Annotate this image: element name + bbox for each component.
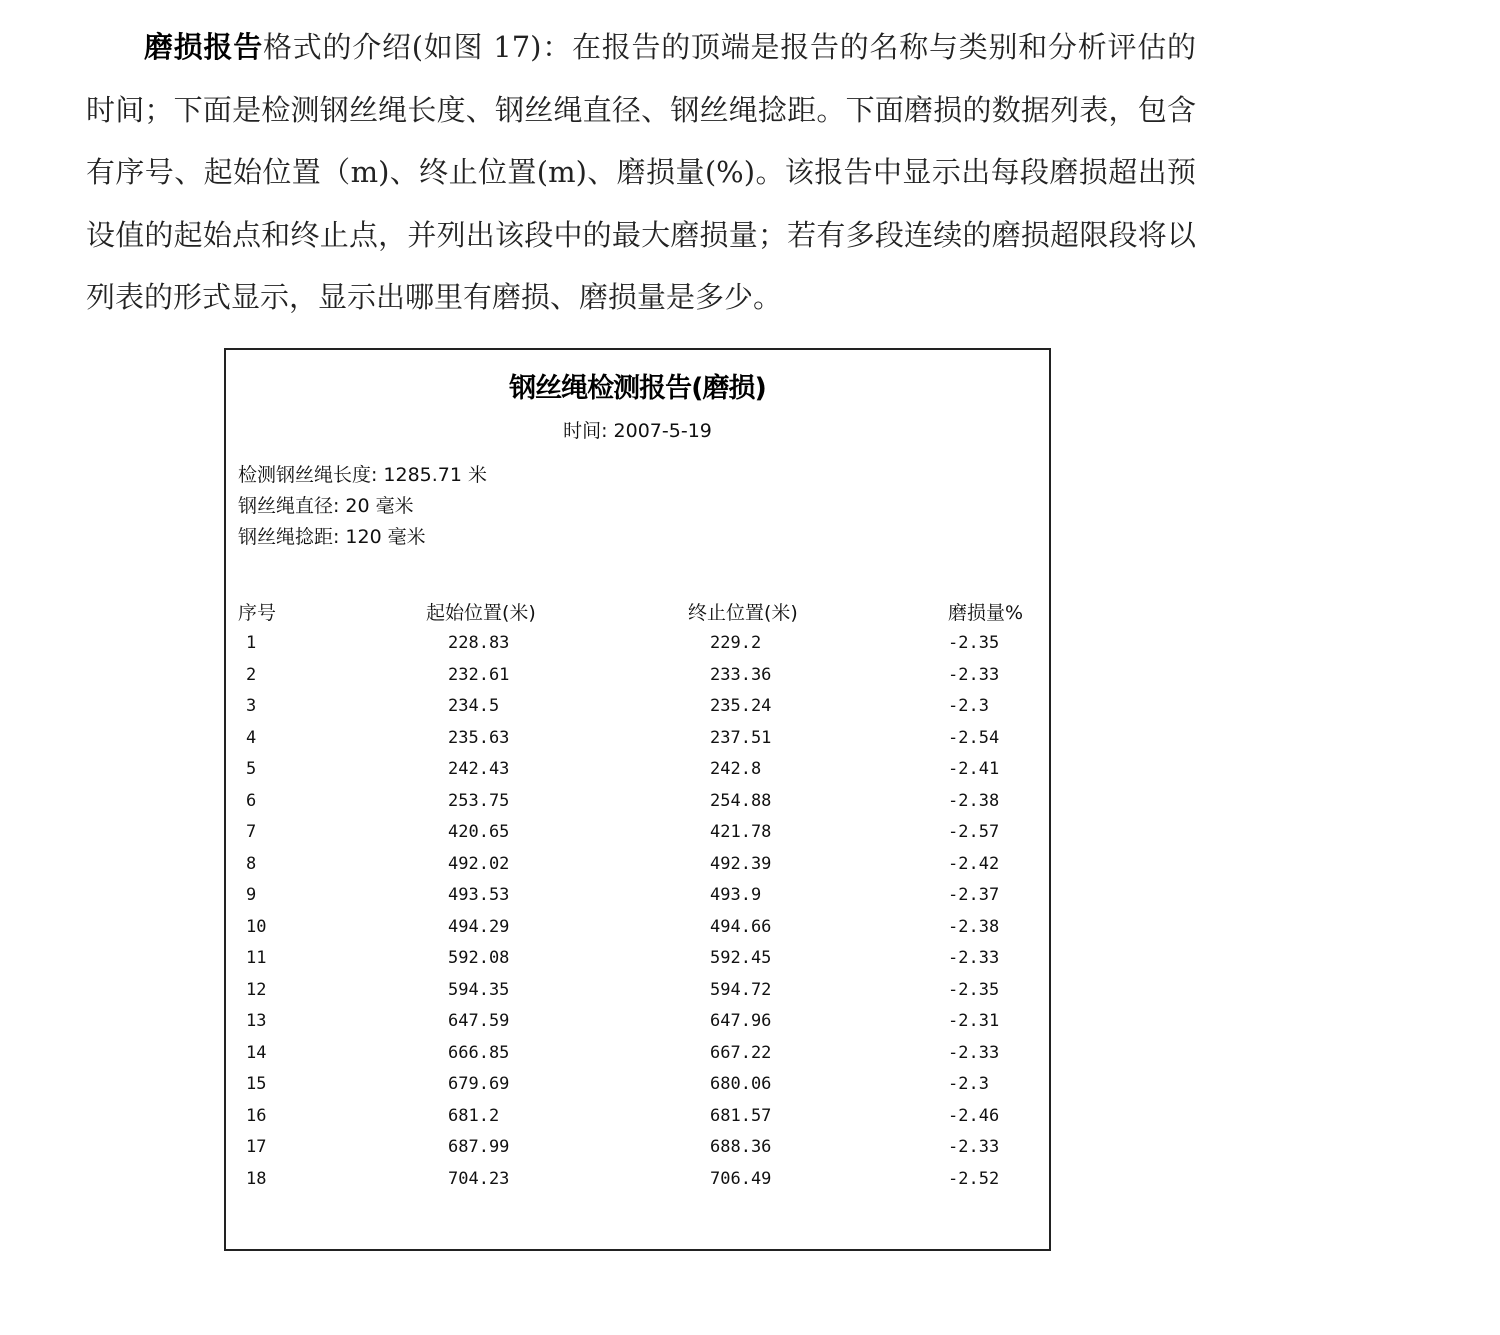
cell-no: 12 [246, 979, 267, 1000]
cell-no: 7 [246, 822, 257, 842]
cell-end: 647.96 [710, 1011, 772, 1031]
cell-loss: -2.38 [948, 790, 1000, 811]
table-row [226, 975, 1049, 1007]
header-end: 终止位置(米) [688, 602, 798, 624]
cell-start: 679.69 [448, 1074, 510, 1094]
table-row [226, 660, 1049, 692]
rope-length-unit: 米 [467, 464, 487, 486]
table-row [226, 1006, 1049, 1038]
cell-no: 5 [246, 759, 257, 779]
cell-no: 8 [246, 853, 257, 874]
cell-no: 18 [246, 1168, 267, 1189]
cell-start: 687.99 [448, 1137, 510, 1157]
cell-loss: -2.42 [948, 853, 1000, 874]
intro-bold-lead: 磨损报告 [144, 30, 263, 64]
cell-start: 232.61 [448, 664, 510, 685]
table-row [226, 723, 1049, 755]
header-loss: 磨损量% [948, 602, 1024, 624]
table-row [226, 786, 1049, 818]
rope-lay-unit: 毫米 [387, 526, 426, 548]
cell-loss: -2.57 [948, 822, 1000, 842]
cell-no: 16 [246, 1105, 267, 1126]
cell-start: 234.5 [448, 696, 500, 716]
cell-end: 235.24 [710, 696, 772, 716]
cell-loss: -2.38 [948, 916, 1000, 937]
rope-length-value: 1285.71 [383, 464, 462, 486]
table-row [226, 912, 1049, 944]
table-row [226, 1038, 1049, 1070]
cell-end: 706.49 [710, 1168, 772, 1189]
rope-diameter-line [238, 491, 414, 518]
wear-report-figure [224, 348, 1051, 1251]
cell-end: 494.66 [710, 916, 772, 937]
intro-paragraph [86, 16, 1196, 329]
cell-start: 242.43 [448, 759, 510, 779]
cell-no: 4 [246, 727, 257, 748]
report-time-label: 时间: [563, 420, 608, 442]
table-row [226, 754, 1049, 786]
table-row [226, 691, 1049, 723]
cell-no: 9 [246, 885, 257, 905]
table-row [226, 628, 1049, 660]
cell-start: 681.2 [448, 1105, 500, 1126]
cell-end: 688.36 [710, 1137, 772, 1157]
cell-no: 10 [246, 916, 267, 937]
cell-start: 494.29 [448, 916, 510, 937]
cell-start: 492.02 [448, 853, 510, 874]
rope-lay-value: 120 [345, 526, 382, 548]
cell-loss: -2.35 [948, 633, 1000, 653]
cell-no: 15 [246, 1074, 267, 1094]
cell-no: 17 [246, 1137, 267, 1157]
report-time-value: 2007-5-19 [613, 420, 712, 442]
rope-lay-label: 钢丝绳捻距: [238, 526, 340, 548]
cell-end: 492.39 [710, 853, 772, 874]
cell-no: 1 [246, 633, 257, 653]
rope-diameter-unit: 毫米 [375, 495, 414, 517]
cell-loss: -2.33 [948, 948, 1000, 968]
table-row [226, 1132, 1049, 1164]
cell-end: 242.8 [710, 759, 762, 779]
header-start: 起始位置(米) [426, 602, 536, 624]
cell-loss: -2.54 [948, 727, 1000, 748]
cell-end: 592.45 [710, 948, 772, 968]
rope-length-label: 检测钢丝绳长度: [238, 464, 378, 486]
cell-no: 2 [246, 664, 257, 685]
cell-start: 253.75 [448, 790, 510, 811]
cell-loss: -2.46 [948, 1105, 1000, 1126]
table-row [226, 1164, 1049, 1196]
cell-end: 680.06 [710, 1074, 772, 1094]
cell-end: 229.2 [710, 633, 762, 653]
cell-loss: -2.35 [948, 979, 1000, 1000]
cell-end: 681.57 [710, 1105, 772, 1126]
cell-loss: -2.52 [948, 1168, 1000, 1189]
cell-start: 592.08 [448, 948, 510, 968]
cell-no: 14 [246, 1042, 267, 1063]
table-row [226, 1069, 1049, 1101]
wear-data-table [226, 628, 1049, 1195]
cell-start: 704.23 [448, 1168, 510, 1189]
table-row [226, 849, 1049, 881]
cell-start: 666.85 [448, 1042, 510, 1063]
cell-loss: -2.33 [948, 664, 1000, 685]
cell-no: 13 [246, 1011, 267, 1031]
table-row [226, 817, 1049, 849]
table-row [226, 943, 1049, 975]
intro-text: 格式的介绍(如图 17)：在报告的顶端是报告的名称与类别和分析评估的时间；下面是检测钢丝绳长度、钢丝绳直径、钢丝绳捻距。下面磨损的数据列表，包含有序号、起始位置（m)、终止位置(m)、磨损量(%)。该报告中显示出每段磨损超出预设值的起始点和终止点，并列出该段中的最大磨损量；若有多段连续的磨损超限段将以列表的形式显示，显示出哪里有磨损、磨损量是多少。 [86, 30, 1196, 314]
cell-loss: -2.3 [948, 696, 989, 716]
cell-no: 6 [246, 790, 257, 811]
cell-end: 421.78 [710, 822, 772, 842]
rope-diameter-value: 20 [345, 495, 370, 517]
cell-loss: -2.3 [948, 1074, 989, 1094]
cell-no: 11 [246, 948, 267, 968]
cell-end: 493.9 [710, 885, 762, 905]
cell-loss: -2.31 [948, 1011, 1000, 1031]
cell-start: 647.59 [448, 1011, 510, 1031]
header-no: 序号 [238, 602, 277, 624]
cell-end: 254.88 [710, 790, 772, 811]
rope-lay-line [238, 522, 426, 549]
cell-start: 420.65 [448, 822, 510, 842]
report-time [226, 416, 1049, 443]
cell-start: 228.83 [448, 633, 510, 653]
cell-no: 3 [246, 696, 257, 716]
table-row [226, 880, 1049, 912]
cell-end: 237.51 [710, 727, 772, 748]
cell-start: 594.35 [448, 979, 510, 1000]
cell-loss: -2.33 [948, 1137, 1000, 1157]
cell-loss: -2.37 [948, 885, 1000, 905]
report-title: 钢丝绳检测报告(磨损) [509, 373, 766, 404]
cell-loss: -2.33 [948, 1042, 1000, 1063]
cell-end: 667.22 [710, 1042, 772, 1063]
cell-end: 594.72 [710, 979, 772, 1000]
cell-start: 235.63 [448, 727, 510, 748]
rope-diameter-label: 钢丝绳直径: [238, 495, 340, 517]
cell-end: 233.36 [710, 664, 772, 685]
rope-length-line [238, 460, 487, 487]
cell-loss: -2.41 [948, 759, 1000, 779]
table-row [226, 1101, 1049, 1133]
cell-start: 493.53 [448, 885, 510, 905]
